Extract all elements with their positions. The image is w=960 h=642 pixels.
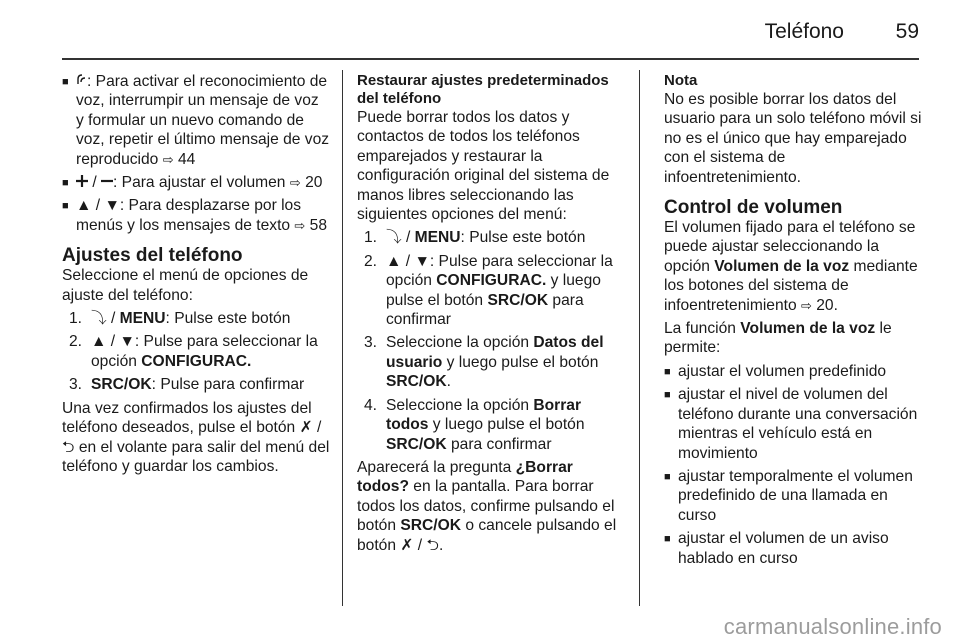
step-3: 3. SRC/OK: Pulse para confirmar (69, 376, 305, 394)
step-3: 3. Seleccione la opción Datos del usuario y luego pulse el botón SRC/OK. (364, 334, 604, 391)
bullet-square-icon: ■ (664, 365, 671, 378)
reference-arrow-icon: ⇨ (294, 217, 306, 233)
back-arrow-icon: ⮌ (426, 536, 439, 554)
back-arrow-icon: ⮌ (62, 438, 75, 456)
page-header (0, 0, 960, 60)
paragraph: El volumen fijado para el teléfono se puede ajustar seleccionando la opción Volumen de la voz mediante los botones del sistema de infoentretenimiento ⇨ 20. (664, 219, 918, 314)
note-title: Nota (664, 72, 698, 89)
list-item: ■ ajustar el volumen de un aviso hablado en curso (664, 530, 889, 567)
bullet-square-icon: ■ (62, 200, 69, 213)
down-triangle-icon: ▼ (119, 333, 135, 351)
paragraph: Aparecerá la pregunta ¿Borrar todos? en la pantalla. Para borrar todos los datos, confirme pulsando el botón SRC/OK o cancele pulsando el botón ✗ / ⮌. (357, 458, 617, 554)
section-heading-volumen: Control de volumen (664, 197, 843, 219)
voice-command-icon (76, 72, 87, 91)
paragraph: Seleccione el menú de opciones de ajuste del teléfono: (62, 267, 309, 304)
section-heading-restaurar: Restaurar ajustes predeterminados del teléfono (357, 72, 609, 107)
reference-arrow-icon: ⇨ (162, 151, 174, 167)
phone-hangup-icon: ⤵ (91, 310, 107, 328)
page-number: 59 (895, 20, 919, 43)
up-triangle-icon: ▲ (91, 333, 107, 351)
watermark: carmanualsonline.info (723, 614, 942, 639)
bullet-square-icon: ■ (62, 76, 69, 88)
bullet-square-icon: ■ (664, 389, 671, 402)
list-item: ■ ajustar el volumen predefinido (664, 362, 924, 381)
column-1 (62, 72, 330, 480)
up-triangle-icon: ▲ (76, 197, 92, 215)
bullet-square-icon: ■ (664, 470, 671, 483)
bullet-square-icon: ■ (62, 177, 69, 190)
list-item: ■ ajustar el nivel de volumen del teléfono durante una conversación mientras el vehículo está en movimiento (664, 386, 918, 462)
mute-icon: ✗ (400, 536, 414, 554)
header-rule (62, 58, 919, 60)
bullet-square-icon: ■ (664, 533, 671, 546)
list-item: ■ ajustar temporalmente el volumen predefinido de una llamada en curso (664, 467, 913, 524)
paragraph: La función Volumen de la voz le permite: (664, 320, 892, 357)
page-title: Teléfono (764, 20, 844, 43)
column-divider-1 (342, 70, 343, 606)
step-1: 1. ⤵ / MENU: Pulse este botón (69, 310, 291, 328)
paragraph: Una vez confirmados los ajustes del teléfono deseados, pulse el botón ✗ / ⮌ en el volante para salir del menú del teléfono y guardar los cambios. (62, 399, 330, 475)
step-4: 4. Seleccione la opción Borrar todos y luego pulse el botón SRC/OK para confirmar (364, 396, 585, 453)
step-1: 1. ⤵ / MENU: Pulse este botón (364, 229, 586, 247)
up-triangle-icon: ▲ (386, 252, 402, 270)
column-divider-2 (639, 70, 640, 606)
down-triangle-icon: ▼ (104, 197, 120, 215)
mute-icon: ✗ (299, 419, 313, 437)
note-text: No es posible borrar los datos del usuario para un solo teléfono móvil si no es el único que hay emparejado con el sistema de infoentretenimiento. (664, 91, 922, 186)
plus-icon (76, 173, 88, 192)
bullet-volume: ■ / : Para ajustar el volumen ⇨ 20 (62, 173, 330, 192)
paragraph: Puede borrar todos los datos y contactos de todos los teléfonos emparejados y restaurar la configuración original del sistema de manos libres seleccionando las siguientes opciones del menú: (357, 109, 610, 224)
step-2: 2. ▲ / ▼: Pulse para seleccionar la opción CONFIGURAC. y luego pulse el botón SRC/OK para confirmar (364, 252, 613, 329)
bullet-scroll: ■ ▲ / ▼: Para desplazarse por los menús y los mensajes de texto ⇨ 58 (62, 197, 328, 234)
step-2: 2. ▲ / ▼: Pulse para seleccionar la opción CONFIGURAC. (69, 333, 318, 370)
column-2 (357, 72, 627, 559)
column-3 (664, 72, 924, 572)
reference-arrow-icon: ⇨ (800, 297, 812, 313)
minus-icon (101, 173, 113, 192)
down-triangle-icon: ▼ (414, 252, 430, 270)
section-heading-ajustes: Ajustes del teléfono (62, 245, 243, 267)
phone-hangup-icon: ⤵ (386, 229, 402, 247)
bullet-voice: ■ : Para activar el reconocimiento de voz, interrumpir un mensaje de voz y formular un nuevo comando de voz, repetir el último mensaje de voz reproducido ⇨ 44 (62, 73, 330, 168)
reference-arrow-icon: ⇨ (289, 175, 301, 191)
